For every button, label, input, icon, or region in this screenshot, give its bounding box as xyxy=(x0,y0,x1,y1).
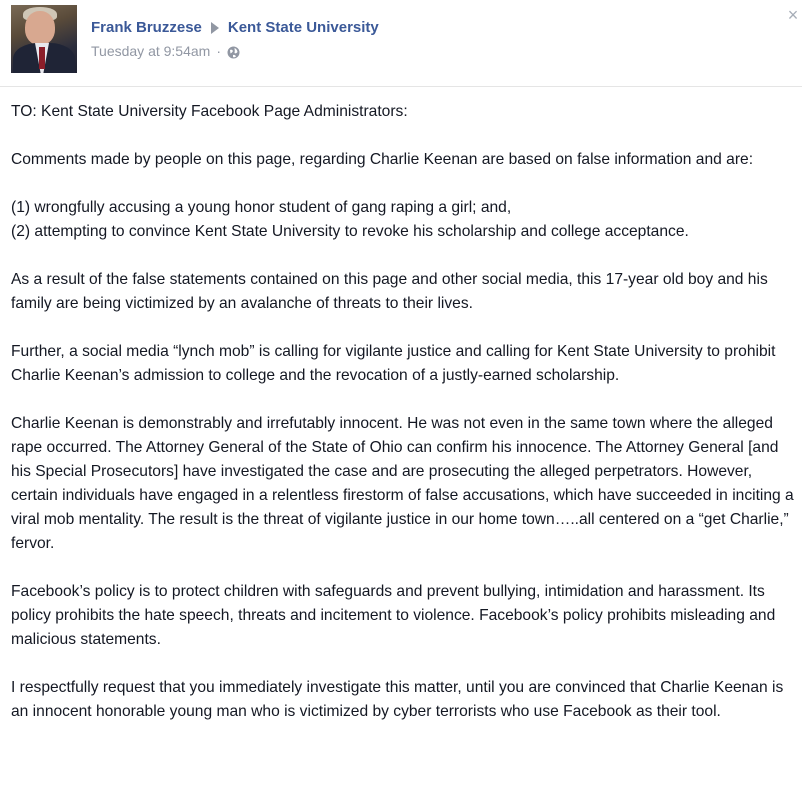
post-paragraph: Further, a social media “lynch mob” is calling for vigilante justice and calling for Kent State University to prohibit Charlie Keenan’s admission to college and the revocation of a justly-earned scholarship. xyxy=(11,343,776,384)
post-paragraph: Charlie Keenan is demonstrably and irrefutably innocent. He was not even in the same town where the alleged rape occurred. The Attorney General of the State of Ohio can confirm his innocence. The Attorney General [and his Special Prosecutors] have investigated the case and are prosecuting the alleged perpetrators. However, certain individuals have engaged in a relentless firestorm of false accusations, which have succeeded in inciting a viral mob mentality. The result is the threat of vigilante justice in our home town…..all centered on a “get Charlie,” fervor. xyxy=(11,415,794,552)
post-list-item: (1) wrongfully accusing a young honor student of gang raping a girl; and, xyxy=(11,199,512,216)
avatar-tie xyxy=(39,47,45,69)
post-list xyxy=(11,196,801,244)
arrow-right-icon xyxy=(211,22,219,34)
author-avatar[interactable] xyxy=(11,5,77,73)
post-paragraph: Facebook’s policy is to protect children with safeguards and prevent bullying, intimidation and harassment. Its policy prohibits the hate speech, threats and incitement to violence. Facebook’s policy prohibits misleading and malicious statements. xyxy=(11,583,776,648)
meta-separator: · xyxy=(216,43,221,59)
post-body xyxy=(11,100,801,724)
close-icon[interactable]: × xyxy=(787,5,799,25)
post-header xyxy=(0,0,806,86)
post-paragraph: Comments made by people on this page, regarding Charlie Keenan are based on false information and are: xyxy=(11,151,754,168)
timestamp-link[interactable]: Tuesday at 9:54am xyxy=(91,43,211,59)
post-paragraph: As a result of the false statements contained on this page and other social media, this 17-year old boy and his family are being victimized by an avalanche of threats to their lives. xyxy=(11,271,768,312)
post-meta xyxy=(91,43,240,59)
globe-icon[interactable] xyxy=(227,46,240,59)
header-divider xyxy=(0,86,802,87)
author-name-link[interactable]: Frank Bruzzese xyxy=(91,19,202,36)
post-list-item: (2) attempting to convince Kent State University to revoke his scholarship and college acceptance. xyxy=(11,223,689,240)
post-title xyxy=(91,19,379,36)
post-paragraph: I respectfully request that you immediately investigate this matter, until you are convinced that Charlie Keenan is an innocent honorable young man who is victimized by cyber terrorists who use Facebook as their tool. xyxy=(11,679,784,720)
post-salutation: TO: Kent State University Facebook Page Administrators: xyxy=(11,103,408,120)
avatar-face xyxy=(25,11,55,45)
target-page-link[interactable]: Kent State University xyxy=(227,19,379,36)
